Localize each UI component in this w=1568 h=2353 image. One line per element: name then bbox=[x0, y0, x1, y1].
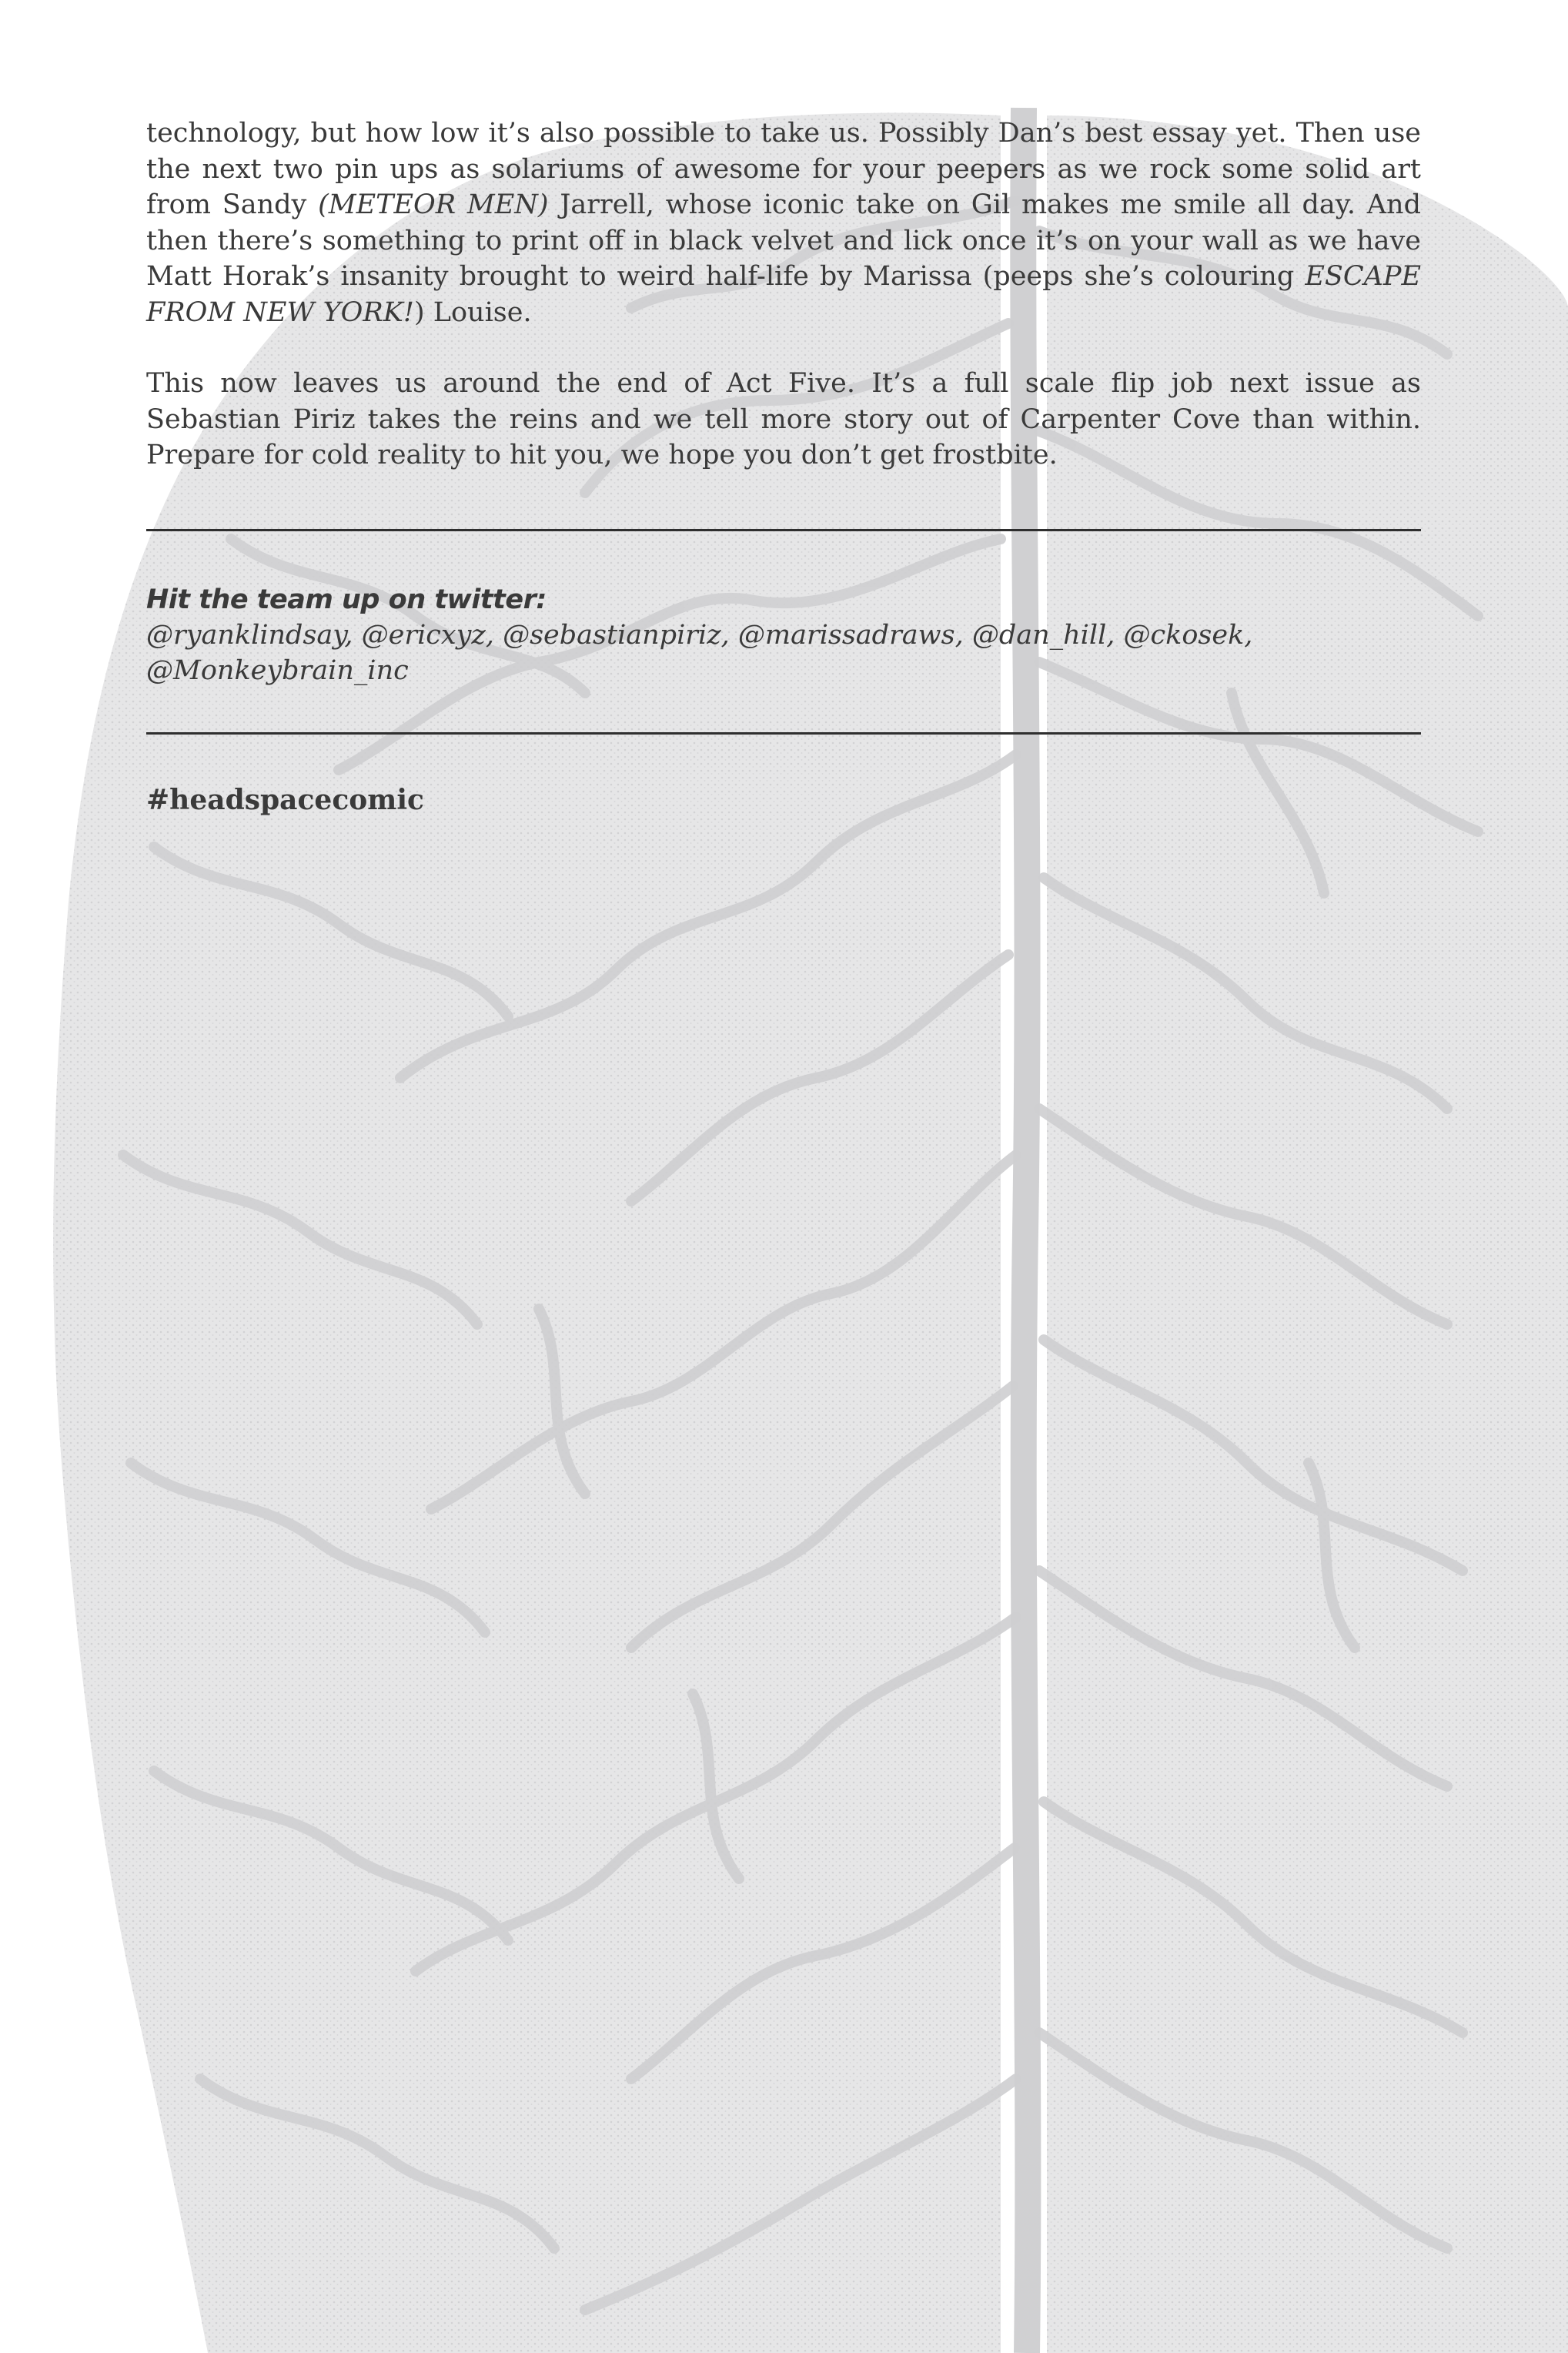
page-content bbox=[146, 115, 1421, 818]
divider-rule bbox=[146, 529, 1421, 531]
paragraph-2-segment: This now leaves us around the end of Act Five. It’s a full scale flip job next issue as Sebastian Piriz takes the reins and we tell more story out of Carpenter Cove than within. Prepare for cold reality to hit you, we hope you don’t get frostbite. bbox=[146, 368, 1421, 470]
paragraph-2 bbox=[146, 366, 1421, 474]
twitter-handles: @ryanklindsay, @ericxyz, @sebastianpiriz, @marissadraws, @dan_hill, @ckosek, @Monkeybrain_inc bbox=[146, 619, 1253, 686]
paragraph-1-segment: ) Louise. bbox=[413, 296, 532, 328]
divider-rule bbox=[146, 732, 1421, 735]
paragraph-1-title-meteor-men: (METEOR MEN) bbox=[318, 189, 549, 220]
twitter-heading: Hit the team up on twitter: bbox=[146, 584, 547, 615]
paragraph-1 bbox=[146, 115, 1421, 330]
hashtag: #headspacecomic bbox=[146, 783, 424, 816]
paragraph-1-segment: Jarrell, whose iconic take on Gil makes me smile all day. And then there’s something to print off in black velvet and lick once it’s on your wall as we have Matt Horak’s insanity brought to weird half-life by Marissa (peeps she’s colouring bbox=[146, 189, 1421, 292]
paragraph-1-segment: technology, but how low it’s also possible to take us. Possibly Dan’s best essay yet. Then use the next two pin ups as solariums of awesome for your peepers as we rock some solid art from Sandy bbox=[146, 118, 1421, 220]
paragraph-1-title-escape-from-new-york: ESCAPE FROM NEW YORK! bbox=[146, 261, 1421, 328]
